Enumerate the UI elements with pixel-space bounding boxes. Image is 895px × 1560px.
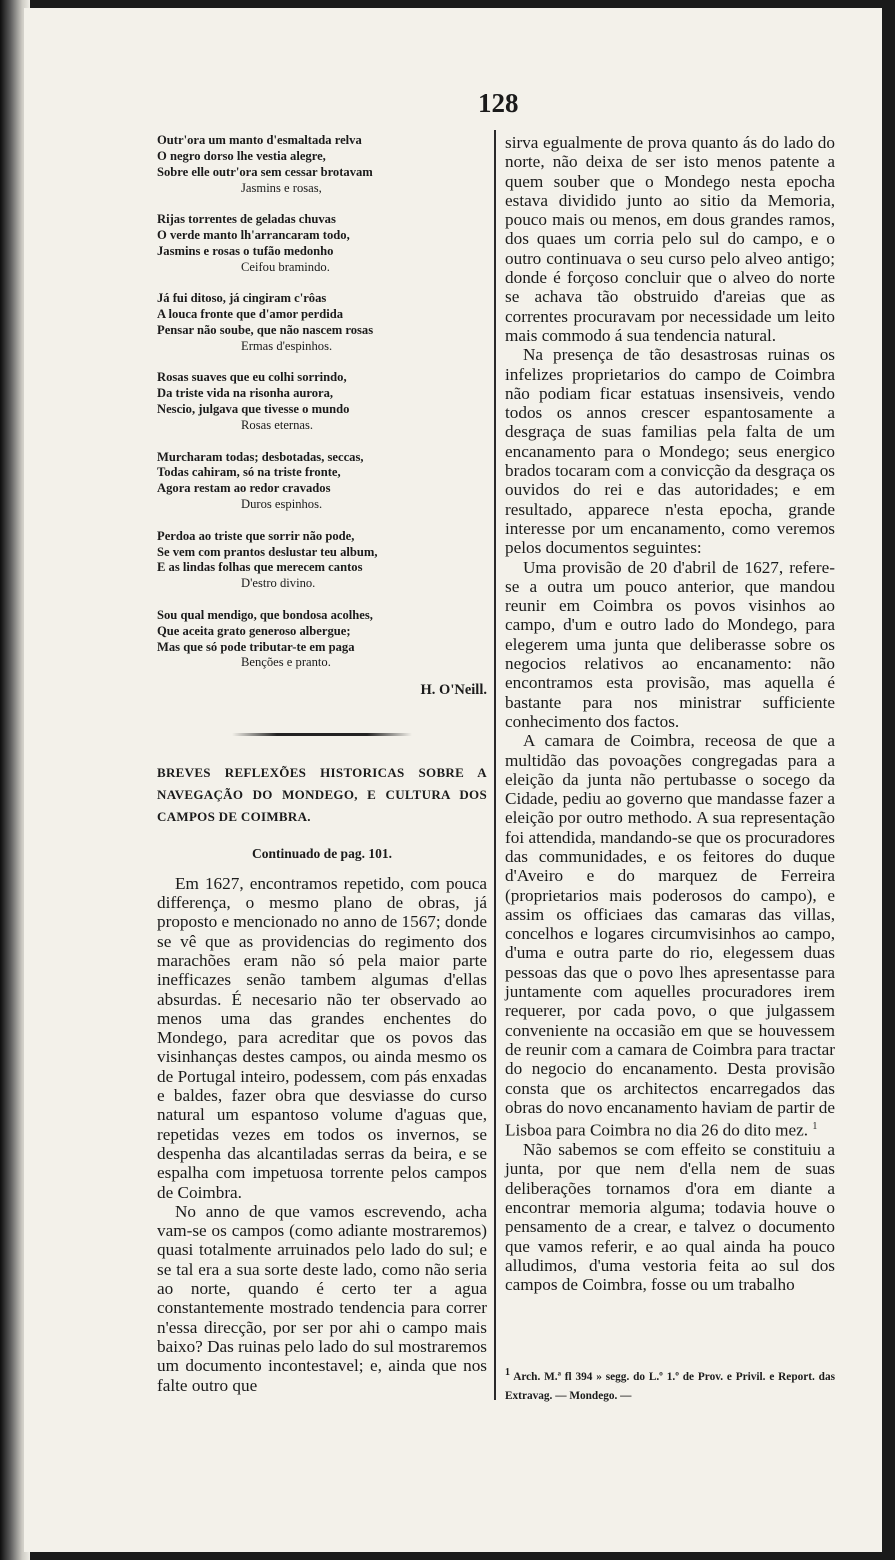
poem-stanza xyxy=(157,291,487,355)
poem-line: E as lindas folhas que merecem cantos xyxy=(157,560,363,575)
paragraph: sirva egualmente de prova quanto ás do lado do norte, não deixa de ser isto menos patente a quem souber que o Mondego nesta epocha estava dividido junto ao sitio da Memoria, pouco mais ou menos, em dous grandes ramos, dos quaes um corria pelo sul do campo, e o outro continuava o seu curso pelo alveo antigo; donde é forçoso concluir que o alveo do norte se achava tão obstruido d'areias que as correntes procuravam por necessidade um leito mais commodo á sua tendencia natural. xyxy=(505,133,835,345)
poem-line: Rijas torrentes de geladas chuvas xyxy=(157,212,336,227)
footnote-number: 1 xyxy=(505,1367,510,1378)
poem-line: Nescio, julgava que tivesse o mundo xyxy=(157,402,350,417)
poem-refrain: Benções e pranto. xyxy=(241,655,331,670)
poem-refrain: Ermas d'espinhos. xyxy=(241,338,333,353)
poem-line: A louca fronte que d'amor perdida xyxy=(157,307,344,322)
poem-refrain: Ceifou bramindo. xyxy=(241,259,330,274)
section-separator xyxy=(232,733,412,736)
article-body-right xyxy=(505,133,835,1295)
paragraph: Em 1627, encontramos repetido, com pouca differença, o mesmo plano de obras, já proposto e mencionado no anno de 1567; donde se vê que as providencias do regimento dos marachões eram não só pela maior parte inefficazes senão tambem algumas d'ellas absurdas. É necesario não ter observado ao menos uma das grandes enchentes do Mondego, para acreditar que os povos das visinhanças destes campos, ou ainda mesmo os de Portugal inteiro, podessem, com pás enxadas e baldes, fazer obra que desviasse do curso natural um espantoso volume d'aguas que, repetidas vezes em todos os invernos, se despenha das alcantiladas serras da beira, e se espalha com impetuosa torrente pelos campos de Coimbra. xyxy=(157,873,487,1202)
paragraph xyxy=(505,731,835,1140)
poem-line: Sou qual mendigo, que bondosa acolhes, xyxy=(157,607,373,622)
poem-refrain: Duros espinhos. xyxy=(241,497,323,512)
poem-line: O negro dorso lhe vestia alegre, xyxy=(157,148,326,163)
poem-stanza xyxy=(157,133,487,197)
paragraph: Uma provisão de 20 d'abril de 1627, refere-se a outra um pouco anterior, que mandou reunir em Coimbra os povos visinhos ao campo, d'um e outro lado do Mondego, para elegerem uma junta que deliberasse sobre os negocios relativos ao encanamento: não encontramos esta provisão, mas aquella é bastante para nos ministrar sufficiente conhecimento dos factos. xyxy=(505,557,835,731)
footnote-reference: 1 xyxy=(812,1121,818,1133)
paragraph: No anno de que vamos escrevendo, acha vam-se os campos (como adiante mostraremos) quasi totalmente arruinados pelo lado do sul; e se tal era a sua sorte deste lado, como não seria ao norte, quando é certo ter a agua constantemente mostrado tendencia para correr n'essa direcção, por ser por ahi o campo mais baixo? Das ruinas pelo lado do sul mostraremos um documento incontestavel; e, ainda que nos falte outro que xyxy=(157,1201,487,1395)
footnote xyxy=(505,1363,835,1406)
poem xyxy=(157,133,487,699)
poem-line: Murcharam todas; desbotadas, seccas, xyxy=(157,449,364,464)
poem-line: Rosas suaves que eu colhi sorrindo, xyxy=(157,370,347,385)
continuation-note: Continuado de pag. 101. xyxy=(252,845,392,861)
poem-line: Perdoa ao triste que sorrir não pode, xyxy=(157,528,355,543)
poem-line: Se vem com prantos deslustar teu album, xyxy=(157,544,378,559)
poem-line: Agora restam ao redor cravados xyxy=(157,481,331,496)
right-column xyxy=(505,133,835,1295)
poem-line: Que aceita grato generoso albergue; xyxy=(157,623,351,638)
poem-line: Pensar não soube, que não nascem rosas xyxy=(157,323,374,338)
page-number: 128 xyxy=(478,88,519,118)
poem-line: Da triste vida na risonha aurora, xyxy=(157,386,334,401)
poem-line: Já fui ditoso, já cingiram c'rôas xyxy=(157,291,327,306)
footnote-text: Arch. M.ª fl 394 » segg. do L.º 1.º de Prov. e Privil. e Report. das Extravag. — Mondego. — xyxy=(505,1370,835,1402)
poem-line: Jasmins e rosas o tufão medonho xyxy=(157,243,334,258)
article-body-left xyxy=(157,874,487,1395)
article-title: BREVES REFLEXÕES HISTORICAS SOBRE A NAVEGAÇÃO DO MONDEGO, E CULTURA DOS CAMPOS DE COIMBRA. xyxy=(157,764,487,824)
poem-refrain: D'estro divino. xyxy=(241,576,316,591)
poem-line: Sobre elle outr'ora sem cessar brotavam xyxy=(157,164,373,179)
poem-refrain: Rosas eternas. xyxy=(241,418,314,433)
poem-stanza xyxy=(157,370,487,434)
poem-line: Outr'ora um manto d'esmaltada relva xyxy=(157,133,362,147)
poem-stanza xyxy=(157,608,487,672)
poem-refrain: Jasmins e rosas, xyxy=(241,180,322,195)
column-divider xyxy=(494,130,496,1400)
poem-signature: H. O'Neill. xyxy=(420,681,487,698)
poem-line: Mas que só pode tributar-te em paga xyxy=(157,639,355,654)
left-column xyxy=(157,133,487,1395)
poem-line: Todas cahiram, só na triste fronte, xyxy=(157,465,341,480)
paragraph: Na presença de tão desastrosas ruinas os infelizes proprietarios do campo de Coimbra não podiam ficar estatuas insensiveis, vendo todos os annos crescer espantosamente a desgraça de suas familias pela falta de um encanamento para o Mondego; seus energico brados tocaram com a convicção da desgraça os ouvidos do rei e das autoridades; e em resultado, apparece n'esta epocha, grande interesse por um encanamento, como veremos pelos documentos seguintes: xyxy=(505,345,835,558)
paragraph: Não sabemos se com effeito se constituiu a junta, por que nem d'ella nem de suas deliberações tornamos d'ora em diante a encontrar memoria alguma; todavia houve o pensamento de a crear, e talvez o documento que vamos referir, e ao qual ainda ha pouco alludimos, d'uma vestoria feita ao sul dos campos de Coimbra, fosse ou um trabalho xyxy=(505,1140,835,1295)
paragraph-text: A camara de Coimbra, receosa de que a multidão das povoações congregadas para a eleição da junta não pertubasse o socego da Cidade, pediu ao governo que mandasse fazer a eleição por outro methodo. A sua representação foi attendida, mandando-se que os procuradores das communidades, e os feitores do duque d'Aveiro e do marquez de Ferreira (proprietarios mais poderosos do campo), e assim os officiaes das camaras das villas, concelhos e logares circumvisinhos ao campo, d'uma e outra parte do rio, elegessem duas pessoas das que o povo lhes apresentasse para juntamente com aquelles procuradores irem requerer, por cada povo, o que julgassem conveniente na occasião em que se houvessem de reunir com a camara de Coimbra para tractar do negocio do encanamento. Desta provisão consta que os architectos encarregados das obras do novo encanamento haviam de partir de Lisboa para Coimbra no dia 26 do dito mez. xyxy=(505,731,835,1140)
poem-stanza xyxy=(157,450,487,514)
poem-stanza xyxy=(157,529,487,593)
poem-line: O verde manto lh'arrancaram todo, xyxy=(157,228,350,243)
poem-stanza xyxy=(157,212,487,276)
